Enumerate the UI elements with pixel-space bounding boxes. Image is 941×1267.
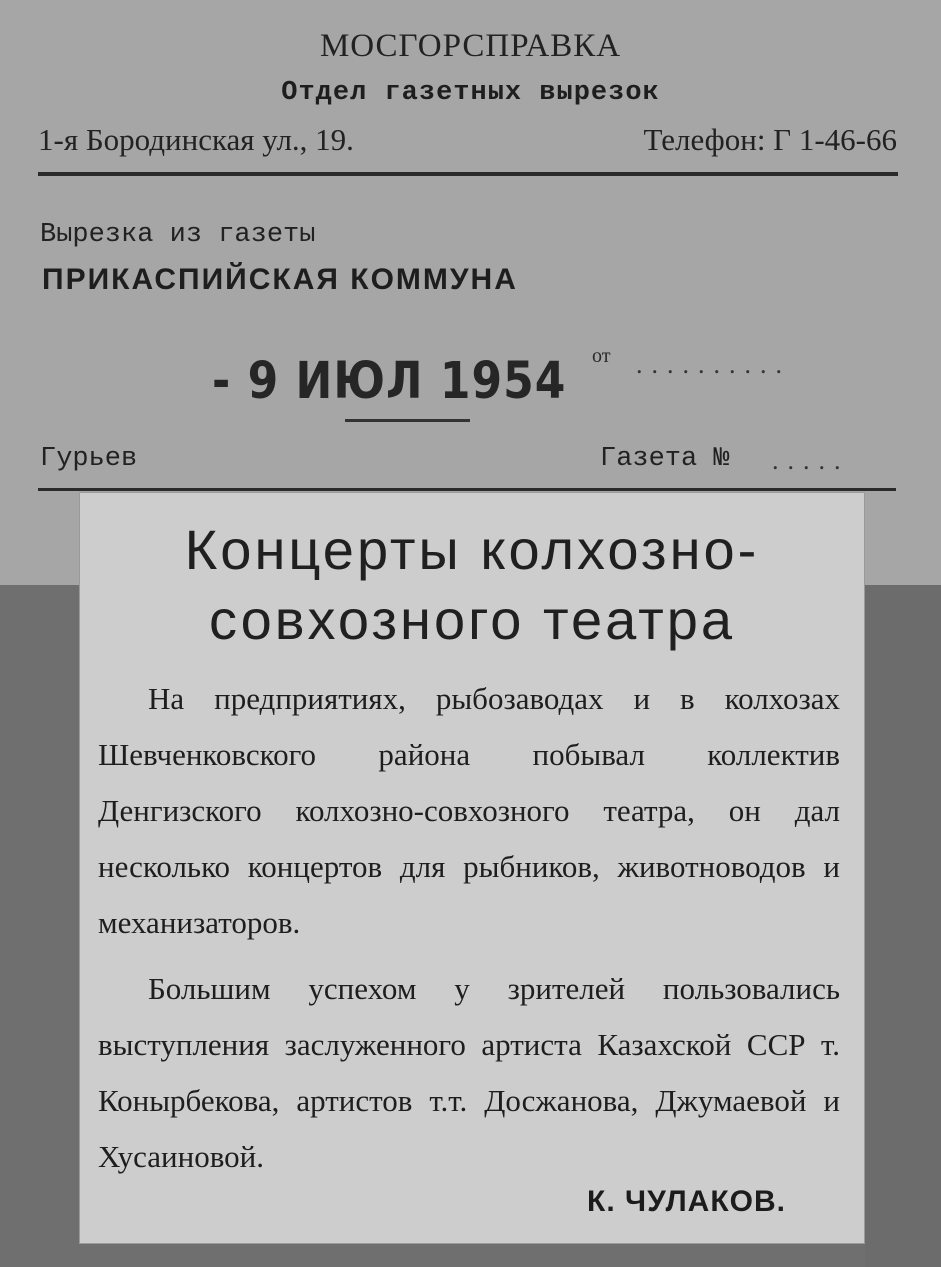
header-divider — [38, 172, 898, 176]
headline-line-1: Концерты колхозно- — [184, 518, 760, 581]
article-paragraph-2: Большим успехом у зрителей пользовались выступления заслуженного артиста Казахской ССР т. Конырбекова, артистов т.т. Досжанова, Джумаевой и Хусаиновой. — [98, 971, 840, 1174]
article-paragraph-1: На предприятиях, рыбозаводах и в колхозах Шевченковского района побывал коллектив Денгизского колхозно-совхозного театра, он дал несколько концертов для рыбников, животноводов и механизаторов. — [98, 681, 840, 940]
newspaper-clipping — [80, 493, 864, 1243]
newspaper-name: ПРИКАСПИЙСКАЯ КОММУНА — [42, 263, 518, 296]
date-stamp: - 9 ИЮЛ 1954 — [212, 352, 567, 411]
newspaper-number-label: Газета № — [600, 444, 730, 474]
headline-line-2: совхозного театра — [208, 588, 736, 651]
address-line: 1-я Бородинская ул., 19. — [38, 122, 354, 157]
department-title: Отдел газетных вырезок — [281, 78, 660, 108]
city-label: Гурьев — [40, 444, 138, 474]
date-fill-dots: .......... — [636, 350, 791, 379]
phone-line: Телефон: Г 1-46-66 — [643, 122, 897, 157]
article-body — [98, 671, 840, 1185]
article-signature: К. ЧУЛАКОВ. — [587, 1185, 786, 1218]
organization-title: МОСГОРСПРАВКА — [319, 28, 622, 64]
form-bottom-divider — [38, 488, 896, 491]
stamp-underline — [345, 419, 470, 422]
backing-strip — [865, 585, 941, 1267]
date-from-label: от — [592, 345, 611, 367]
newspaper-number-dots: ..... — [772, 446, 850, 475]
clip-label: Вырезка из газеты — [40, 220, 316, 250]
